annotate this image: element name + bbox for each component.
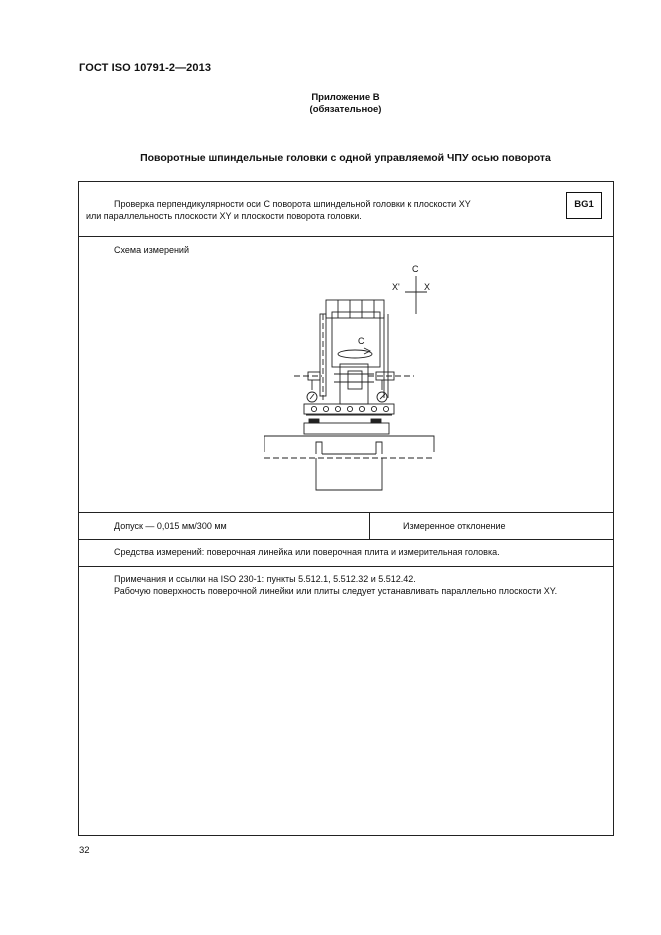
tolerance-text: Допуск — 0,015 мм/300 мм <box>114 521 227 531</box>
straightedge <box>304 404 394 414</box>
head-body <box>332 312 380 367</box>
test-code-badge: BG1 <box>566 192 602 219</box>
notes-line2: Рабочую поверхность поверочной линейки или плиты следует устанавливать параллельно плоскости XY. <box>114 586 558 596</box>
document-code: ГОСТ ISO 10791-2—2013 <box>79 62 212 74</box>
axis-c-label: C <box>412 264 419 274</box>
spindle-housing <box>340 364 368 404</box>
support-block <box>304 423 389 434</box>
row-divider <box>79 539 613 540</box>
test-sheet-table <box>78 181 614 836</box>
cell-divider <box>369 512 370 539</box>
test-description-line2: или параллельность плоскости XY и плоскости поворота головки. <box>86 211 362 221</box>
appendix-heading <box>0 92 661 116</box>
row-divider <box>79 512 613 513</box>
measured-deviation-label: Измеренное отклонение <box>403 521 506 531</box>
measurement-diagram <box>264 262 444 494</box>
scheme-label: Схема измерений <box>114 245 189 255</box>
machine-table <box>264 436 434 452</box>
appendix-note: (обязательное) <box>309 104 382 115</box>
head-top-block <box>326 300 384 318</box>
appendix-title: Приложение В <box>311 92 380 103</box>
page-number: 32 <box>79 845 90 856</box>
rotation-c-label: C <box>358 336 365 346</box>
rotation-arrow <box>338 350 372 358</box>
row-divider <box>79 566 613 567</box>
axis-x-label: X <box>424 282 431 292</box>
instruments-text: Средства измерений: поверочная линейка или поверочная плита и измерительная головка. <box>114 547 500 557</box>
test-description-line1: Проверка перпендикулярности оси С поворота шпиндельной головки к плоскости XY <box>114 199 471 209</box>
notes-line1: Примечания и ссылки на ISO 230-1: пункты 5.512.1, 5.512.32 и 5.512.42. <box>114 574 416 584</box>
section-title: Поворотные шпиндельные головки с одной управляемой ЧПУ осью поворота <box>140 152 551 164</box>
row-divider <box>79 236 613 237</box>
axis-x-prime-label: X' <box>392 282 400 292</box>
